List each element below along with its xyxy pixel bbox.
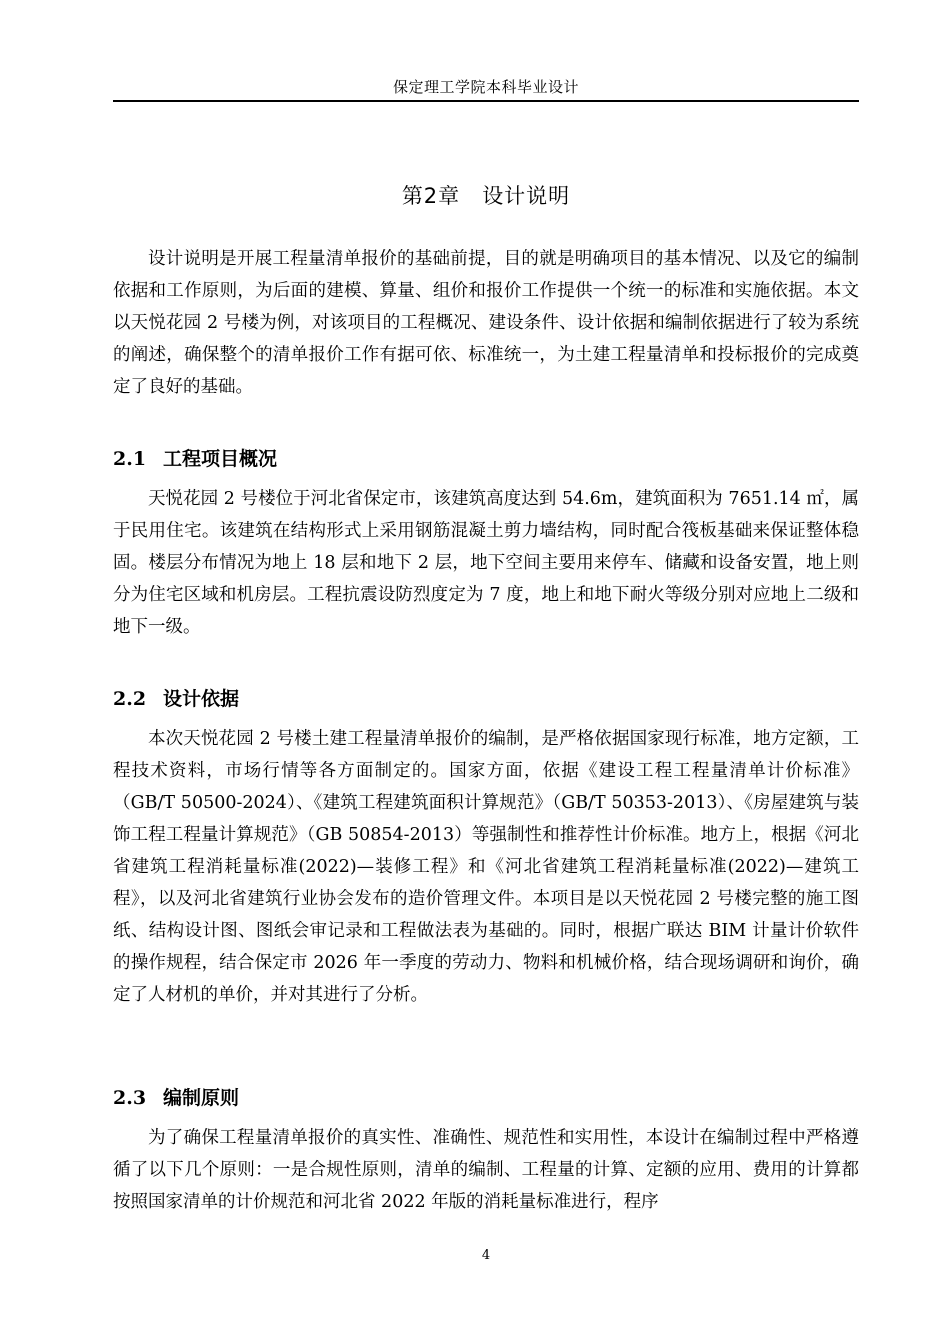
section-number: 2.1	[113, 448, 147, 470]
section-title: 工程项目概况	[163, 448, 278, 470]
section-2-3-paragraph: 为了确保工程量清单报价的真实性、准确性、规范性和实用性，本设计在编制过程中严格遵循了以下几个原则：一是合规性原则，清单的编制、工程量的计算、定额的应用、费用的计算都按照国家清单的计价规范和河北省 2022 年版的消耗量标准进行，程序	[113, 1128, 859, 1212]
section-heading-2-1	[113, 444, 859, 471]
section-number: 2.2	[113, 688, 147, 710]
chapter-name: 设计说明	[482, 184, 571, 208]
page-number: 4	[481, 1248, 491, 1263]
header-rule	[113, 100, 859, 102]
section-title: 设计依据	[163, 688, 240, 710]
section-number: 2.3	[113, 1087, 147, 1109]
section-heading-2-2	[113, 684, 859, 711]
running-header: 保定理工学院本科毕业设计	[392, 78, 579, 96]
intro-paragraph: 设计说明是开展工程量清单报价的基础前提，目的就是明确项目的基本情况、以及它的编制依据和工作原则，为后面的建模、算量、组价和报价工作提供一个统一的标准和实施依据。本文以天悦花园 2 号楼为例，对该项目的工程概况、建设条件、设计依据和编制依据进行了较为系统的阐述，确保整个的清单报价工作有据可依、标准统一，为土建工程量清单和投标报价的完成奠定了良好的基础。	[113, 249, 859, 397]
section-2-1-paragraph: 天悦花园 2 号楼位于河北省保定市，该建筑高度达到 54.6m，建筑面积为 7651.14 ㎡，属于民用住宅。该建筑在结构形式上采用钢筋混凝土剪力墙结构，同时配合筏板基础来保证整体稳固。楼层分布情况为地上 18 层和地下 2 层，地下空间主要用来停车、储藏和设备安置，地上则分为住宅区域和机房层。工程抗震设防烈度定为 7 度，地上和地下耐火等级分别对应地上二级和地下一级。	[113, 489, 859, 637]
section-heading-2-3	[113, 1083, 859, 1110]
section-title: 编制原则	[163, 1087, 240, 1109]
section-2-2-paragraph: 本次天悦花园 2 号楼土建工程量清单报价的编制，是严格依据国家现行标准，地方定额，工程技术资料，市场行情等各方面制定的。国家方面，依据《建设工程工程量清单计价标准》（GB/T 50500-2024）、《建筑工程建筑面积计算规范》（GB/T 50353-2013）、《房屋建筑与装饰工程工程量计算规范》（GB 50854-2013）等强制性和推荐性计价标准。地方上，根据《河北省建筑工程消耗量标准(2022)—装修工程》和《河北省建筑工程消耗量标准(2022)—建筑工程》，以及河北省建筑行业协会发布的造价管理文件。本项目是以天悦花园 2 号楼完整的施工图纸、结构设计图、图纸会审记录和工程做法表为基础的。同时，根据广联达 BIM 计量计价软件的操作规程，结合保定市 2026 年一季度的劳动力、物料和机械价格，结合现场调研和询价，确定了人材机的单价，并对其进行了分析。	[113, 729, 859, 1005]
chapter-title	[113, 180, 859, 210]
chapter-number: 第2章	[401, 184, 461, 208]
